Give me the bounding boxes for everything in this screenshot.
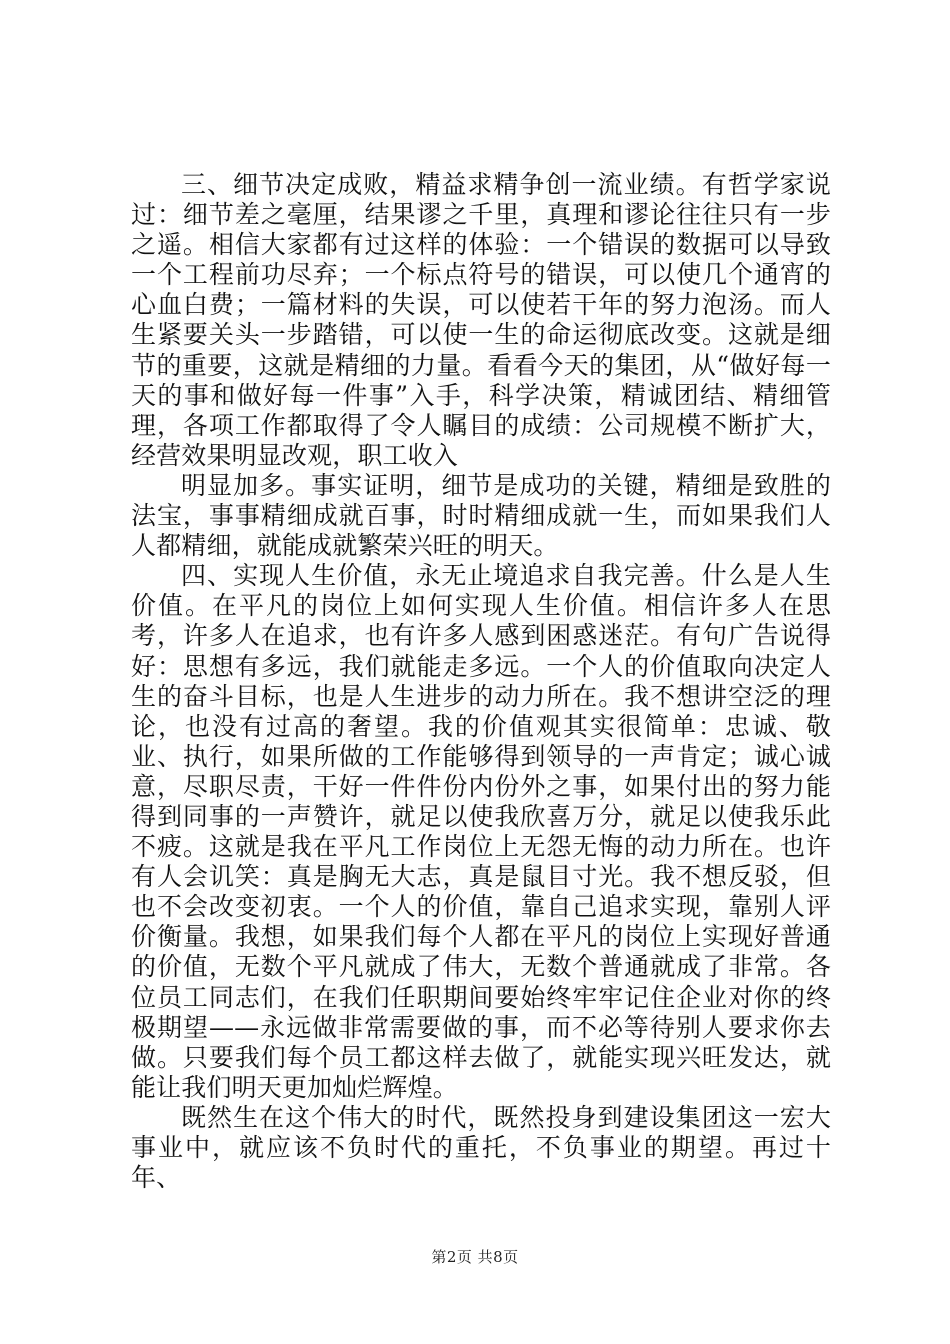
paragraph-closing: 既然生在这个伟大的时代，既然投身到建设集团这一宏大事业中，就应该不负时代的重托，不负事业的期望。再过十年、 bbox=[131, 1102, 831, 1193]
paragraph-section-three: 三、细节决定成败，精益求精争创一流业绩。有哲学家说过：细节差之毫厘，结果谬之千里，真理和谬论往往只有一步之遥。相信大家都有过这样的体验：一个错误的数据可以导致一个工程前功尽弃；一个标点符号的错误，可以使几个通宵的心血白费；一篇材料的失误，可以使若干年的努力泡汤。而人生紧要关头一步踏错，可以使一生的命运彻底改变。这就是细节的重要，这就是精细的力量。看看今天的集团，从“做好每一天的事和做好每一件事”入手，科学决策，精诚团结、精细管理，各项工作都取得了令人瞩目的成绩：公司规模不断扩大，经营效果明显改观，职工收入 bbox=[131, 170, 831, 470]
document-body bbox=[131, 170, 831, 1193]
page-number-footer: 第2页 共8页 bbox=[431, 1248, 519, 1266]
paragraph-continuation: 明显加多。事实证明，细节是成功的关键，精细是致胜的法宝，事事精细成就百事，时时精细成就一生，而如果我们人人都精细，就能成就繁荣兴旺的明天。 bbox=[131, 470, 831, 561]
paragraph-section-four: 四、实现人生价值，永无止境追求自我完善。什么是人生价值。在平凡的岗位上如何实现人生价值。相信许多人在思考，许多人在追求，也有许多人感到困惑迷茫。有句广告说得好：思想有多远，我们就能走多远。一个人的价值取向决定人生的奋斗目标，也是人生进步的动力所在。我不想讲空泛的理论，也没有过高的奢望。我的价值观其实很简单：忠诚、敬业、执行，如果所做的工作能够得到领导的一声肯定；诚心诚意，尽职尽责，干好一件件份内份外之事，如果付出的努力能得到同事的一声赞许，就足以使我欣喜万分，就足以使我乐此不疲。这就是我在平凡工作岗位上无怨无悔的动力所在。也许有人会讥笑：真是胸无大志，真是鼠目寸光。我不想反驳，但也不会改变初衷。一个人的价值，靠自己追求实现，靠别人评价衡量。我想，如果我们每个人都在平凡的岗位上实现好普通的价值，无数个平凡就成了伟大，无数个普通就成了非常。各位员工同志们，在我们任职期间要始终牢牢记住企业对你的终极期望——永远做非常需要做的事，而不必等待别人要求你去做。只要我们每个员工都这样去做了，就能实现兴旺发达，就能让我们明天更加灿烂辉煌。 bbox=[131, 561, 831, 1102]
